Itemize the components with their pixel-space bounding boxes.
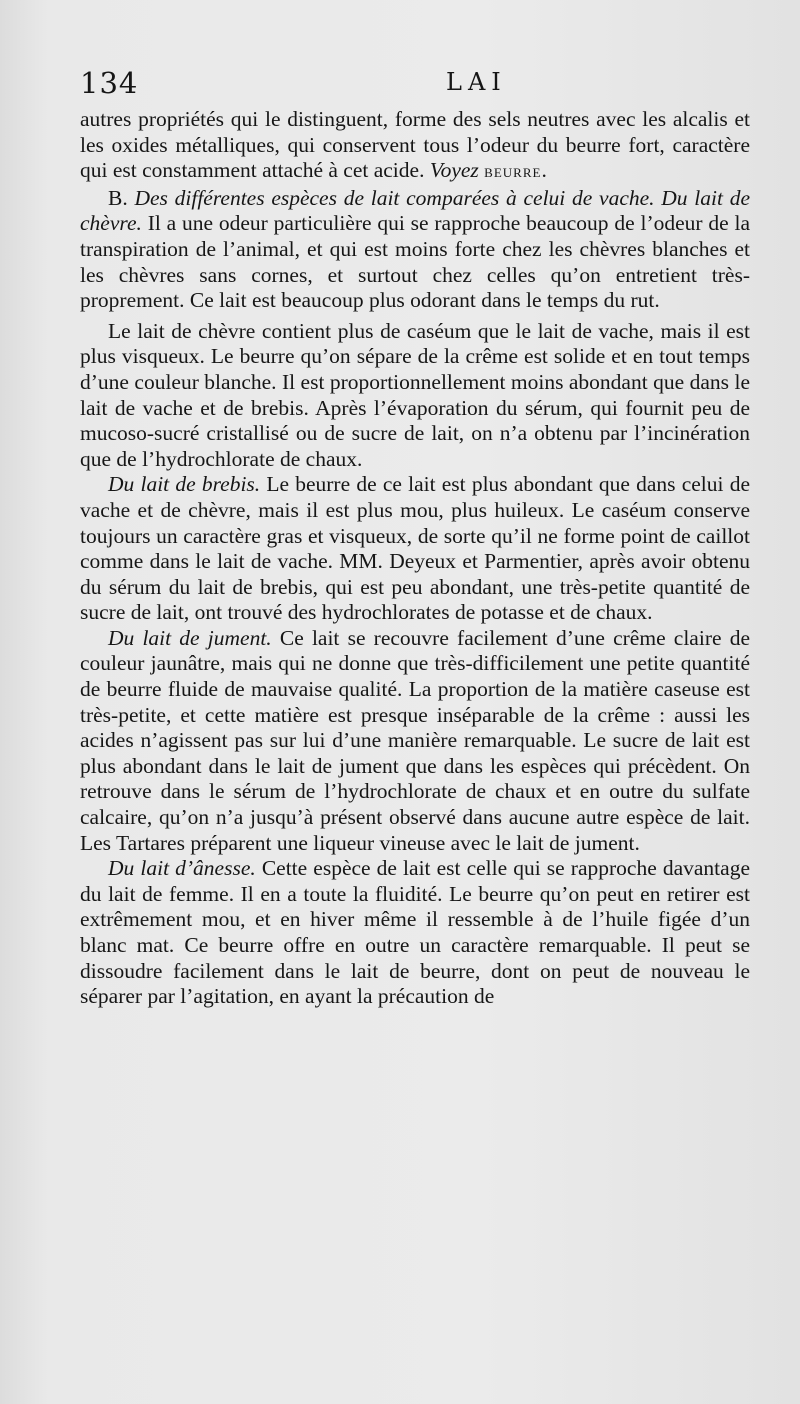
paragraph-end-punct: . — [541, 158, 547, 183]
paragraph-text: Ce lait se recouvre facilement d’une crême claire de couleur jaunâtre, mais qui ne donne que très-difficilement une petite quantité de beurre fluide de mauvaise qualité. La proportion de la matière caseuse est très-petite, et cette matière est presque inséparable de la crême : aussi les acides n’agissent pas sur lui d’une manière remarquable. Le sucre de lait est plus abondant dans le lait de jument que dans les espèces qui précèdent. On retrouve dans le sérum de l’hydrochlorate de chaux et en outre du sulfate calcaire, qu’on n’a jusqu’à présent observé dans aucune autre espèce de lait. Les Tartares préparent une liqueur vineuse avec le lait de jument. — [80, 625, 751, 855]
paragraph-goat-milk: Le lait de chèvre contient plus de caséum que le lait de vache, mais il est plus visqueux. Le beurre qu’on sépare de la crême est solide et en tout temps d’une couleur blanche. Il est proportionnellement moins abondant que dans le lait de vache et de brebis. Après l’évaporation du sérum, qui fournit peu de mucoso-sucré cristallisé ou de sucre de lait, on n’a obtenu par l’incinération que de l’hydrochlorate de chaux. — [80, 318, 750, 471]
paragraph-text: Cette espèce de lait est celle qui se rapproche davantage du lait de femme. Il en a toute la fluidité. Le beurre qu’on peut en retirer est extrêmement mou, et en hiver même il ressemble à de l’huile figée d’un blanc mat. Ce beurre offre en outre un caractère remarquable. Il peut se dissoudre facilement dans le lait de beurre, dont on peut de nouveau le séparer par l’agitation, en ayant la précaution de — [80, 856, 750, 1009]
paragraph-mare-milk — [80, 626, 750, 856]
paragraph-donkey-milk — [80, 856, 750, 1010]
running-head: LAI — [446, 68, 507, 96]
subsection-heading: Du lait de jument. — [108, 625, 272, 650]
see-reference-label: Voyez — [429, 158, 479, 183]
paragraph-text: Il a une odeur particulière qui se rapproche beaucoup de l’odeur de la transpiration de l’animal, et qui est moins forte chez les chèvres blanches et les chèvres sans cornes, et surtout chez celles qu’on entretient très-proprement. Ce lait est beaucoup plus odorant dans le temps du rut. — [80, 211, 751, 313]
page-header — [80, 66, 750, 102]
section-marker: B. — [108, 185, 128, 210]
subsection-heading: Du lait de brebis. — [108, 472, 261, 497]
cross-reference: BEURRE — [484, 165, 542, 181]
paragraph-continuation — [80, 107, 750, 186]
subsection-heading: Du lait de chèvre. — [80, 185, 750, 236]
subsection-heading: Du lait d’ânesse. — [108, 856, 256, 881]
section-heading: Des différentes espèces de lait comparées à celui de vache. — [134, 185, 655, 210]
page-number: 134 — [80, 66, 139, 100]
section-b-paragraph — [80, 186, 750, 314]
paragraph-text: autres propriétés qui le distinguent, forme des sels neutres avec les alcalis et les oxides métalliques, qui conservent tous l’odeur du beurre fort, caractère qui est constamment attaché à cet acide. — [80, 107, 750, 183]
body-text — [80, 107, 750, 1010]
paragraph-text: Le beurre de ce lait est plus abondant que dans celui de vache et de chèvre, mais il est plus mou, plus huileux. Le caséum conserve toujours un caractère gras et visqueux, de sorte qu’il ne forme point de caillot comme dans le lait de vache. MM. Deyeux et Parmentier, après avoir obtenu du sérum du lait de brebis, qui est peu abondant, une très-petite quantité de sucre de lait, ont trouvé des hydrochlorates de potasse et de chaux. — [80, 472, 750, 625]
paragraph-sheep-milk — [80, 472, 750, 626]
